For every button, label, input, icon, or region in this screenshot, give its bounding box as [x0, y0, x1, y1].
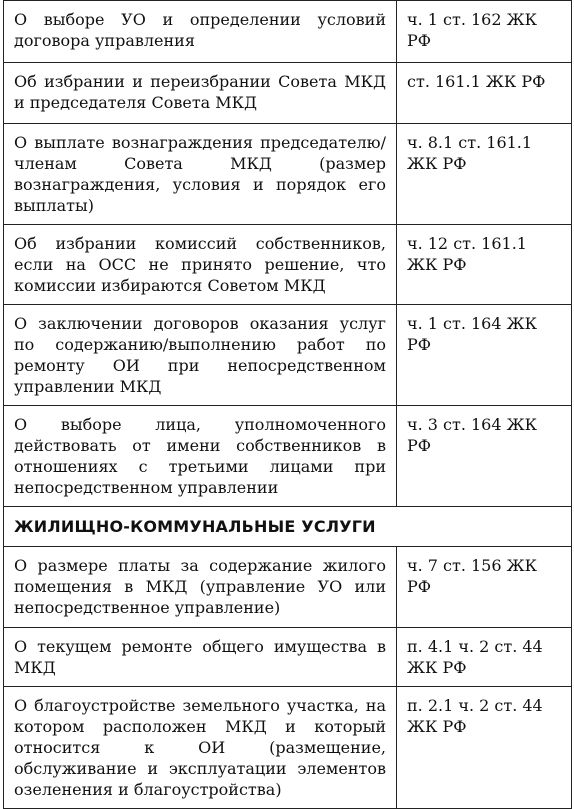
reference-cell [397, 628, 572, 687]
question-text: О размере платы за содержание жилого помещения в МКД (управление УО или непосредственное управление) [14, 556, 386, 617]
question-text: Об избрании и переизбрании Совета МКД и председателя Совета МКД [14, 72, 386, 112]
reference-text: ч. 1 ст. 162 ЖК РФ [407, 10, 537, 50]
question-cell [4, 547, 397, 628]
section-row [4, 507, 572, 547]
question-cell [4, 1, 397, 63]
table-row [4, 305, 572, 406]
reference-cell [397, 225, 572, 305]
question-cell [4, 406, 397, 507]
reference-cell [397, 63, 572, 124]
question-cell [4, 305, 397, 406]
question-text: О выборе УО и определении условий договора управления [14, 10, 386, 50]
question-cell [4, 687, 397, 809]
reference-cell [397, 124, 572, 225]
question-cell [4, 124, 397, 225]
question-text: О выплате вознаграждения председателю/ членам Совета МКД (размер вознаграждения, условия и порядок его выплаты) [14, 133, 386, 215]
question-text: О выборе лица, уполномоченного действовать от имени собственников в отношениях с третьими лицами при непосредственном управлении [14, 415, 386, 497]
table-row [4, 687, 572, 809]
question-cell [4, 628, 397, 687]
reference-cell [397, 547, 572, 628]
reference-text: ч. 8.1 ст. 161.1 ЖК РФ [407, 133, 533, 173]
reference-text: ч. 12 ст. 161.1 ЖК РФ [407, 234, 527, 274]
question-text: О текущем ремонте общего имущества в МКД [14, 637, 386, 677]
question-cell [4, 63, 397, 124]
reference-text: ст. 161.1 ЖК РФ [407, 72, 546, 91]
reference-text: п. 4.1 ч. 2 ст. 44 ЖК РФ [407, 637, 543, 677]
reference-cell [397, 406, 572, 507]
question-text: О благоустройстве земельного участка, на котором расположен МКД и который относится к ОИ (размещение, обслуживание и эксплуатации элементов озеленения и благоустройства) [14, 696, 386, 799]
reference-text: ч. 1 ст. 164 ЖК РФ [407, 314, 537, 354]
table-row [4, 406, 572, 507]
table-row [4, 547, 572, 628]
table-row [4, 225, 572, 305]
table-row [4, 1, 572, 63]
question-cell [4, 225, 397, 305]
table-row [4, 124, 572, 225]
reference-text: п. 2.1 ч. 2 ст. 44 ЖК РФ [407, 696, 543, 736]
section-heading: ЖИЛИЩНО-КОММУНАЛЬНЫЕ УСЛУГИ [4, 507, 572, 547]
question-text: О заключении договоров оказания услуг по содержанию/выполнению работ по ремонту ОИ при непосредственном управлении МКД [14, 314, 386, 396]
reference-cell [397, 1, 572, 63]
reference-text: ч. 7 ст. 156 ЖК РФ [407, 556, 537, 596]
question-text: Об избрании комиссий собственников, если на ОСС не принято решение, что комиссии избираются Советом МКД [14, 234, 386, 295]
document-table [3, 0, 572, 809]
reference-cell [397, 305, 572, 406]
table-row [4, 628, 572, 687]
reference-text: ч. 3 ст. 164 ЖК РФ [407, 415, 537, 455]
reference-cell [397, 687, 572, 809]
table-row [4, 63, 572, 124]
